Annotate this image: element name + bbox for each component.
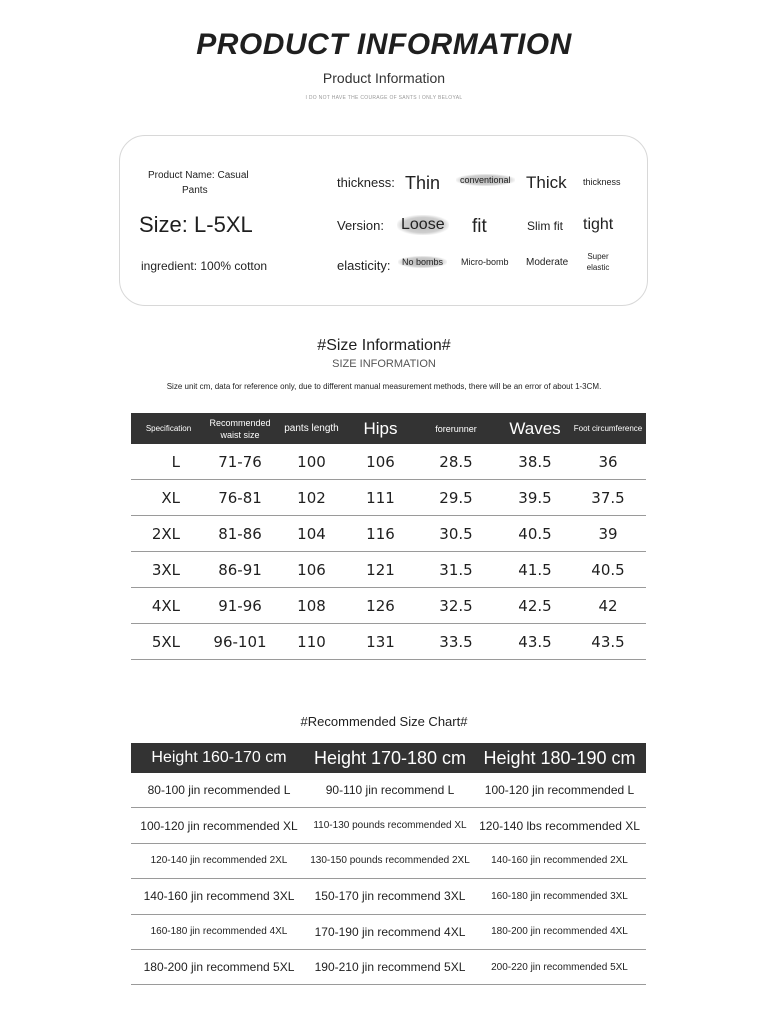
header-height-160-170: Height 160-170 cm <box>151 749 287 766</box>
size-cell-spec: 5XL <box>151 632 180 651</box>
elasticity-label: elasticity: <box>337 258 391 273</box>
page-subtitle: Product Information <box>322 70 446 86</box>
size-cell-pants-length: 100 <box>297 452 326 471</box>
size-cell-hips: 121 <box>366 560 395 579</box>
header-pants-length: pants length <box>284 422 339 434</box>
recommended-cell: 190-210 jin recommend 5XL <box>314 960 466 975</box>
size-info-title: #Size Information# <box>317 337 451 354</box>
recommended-title: #Recommended Size Chart# <box>300 714 468 729</box>
size-cell-pants-length: 108 <box>297 596 326 615</box>
elasticity-option-moderate: Moderate <box>526 257 569 268</box>
recommended-cell: 140-160 jin recommend 3XL <box>143 889 295 904</box>
recommended-cell: 170-190 jin recommend 4XL <box>314 924 466 939</box>
size-cell-foot: 43.5 <box>591 632 625 651</box>
recommended-cell: 180-200 jin recommended 4XL <box>491 926 628 938</box>
size-cell-waist: 71-76 <box>218 452 262 471</box>
size-cell-foot: 40.5 <box>591 560 625 579</box>
size-cell-foot: 42 <box>598 596 618 615</box>
page-tagline: I DO NOT HAVE THE COURAGE OF SANTS I ONLY BELOYAL <box>305 95 463 101</box>
size-cell-waist: 86-91 <box>218 560 262 579</box>
thickness-option-thick: Thick <box>526 173 567 192</box>
recommended-cell: 100-120 jin recommended XL <box>140 818 298 833</box>
product-name-line2: Pants <box>182 185 208 196</box>
recommended-table-row <box>131 915 646 950</box>
size-cell-forerunner: 31.5 <box>439 560 473 579</box>
size-cell-waist: 76-81 <box>218 488 262 507</box>
size-cell-hips: 111 <box>366 488 395 507</box>
size-cell-waves: 43.5 <box>518 632 552 651</box>
size-info-note: Size unit cm, data for reference only, due to different manual measurement methods, there will be an error of about 1-3CM. <box>166 382 602 391</box>
version-option-loose: Loose <box>397 215 449 235</box>
size-cell-pants-length: 110 <box>297 632 326 651</box>
size-cell-spec: 2XL <box>151 524 180 543</box>
recommended-cell: 160-180 jin recommended 4XL <box>150 926 288 938</box>
size-cell-pants-length: 106 <box>297 560 326 579</box>
elasticity-option-super-elastic: Super elastic <box>586 252 610 272</box>
header-waist: Recommended waist size <box>209 417 271 440</box>
size-table-header <box>131 413 646 444</box>
size-cell-waves: 38.5 <box>518 452 552 471</box>
header-hips: Hips <box>363 418 398 438</box>
size-cell-spec: 3XL <box>151 560 180 579</box>
version-label: Version: <box>337 218 384 233</box>
size-cell-forerunner: 29.5 <box>439 488 473 507</box>
header-foot: Foot circumference <box>573 423 643 433</box>
size-cell-forerunner: 30.5 <box>439 524 473 543</box>
recommended-cell: 180-200 jin recommend 5XL <box>143 960 295 975</box>
recommended-table-row <box>131 879 646 914</box>
size-table-row <box>131 444 646 480</box>
size-cell-waist: 91-96 <box>218 596 262 615</box>
recommended-table-row <box>131 844 646 879</box>
size-cell-waves: 40.5 <box>518 524 552 543</box>
recommended-table-row <box>131 808 646 843</box>
header-specification: Specification <box>145 423 192 433</box>
size-cell-spec: XL <box>161 488 180 507</box>
recommended-cell: 160-180 jin recommended 3XL <box>491 890 628 902</box>
size-table-row <box>131 516 646 552</box>
size-table-row <box>131 480 646 516</box>
recommended-table <box>131 743 646 985</box>
recommended-cell: 140-160 jin recommended 2XL <box>491 855 628 867</box>
size-cell-spec: 4XL <box>151 596 180 615</box>
header-forerunner: forerunner <box>435 423 477 434</box>
version-option-fit: fit <box>472 216 487 237</box>
size-cell-foot: 37.5 <box>591 488 625 507</box>
recommended-cell: 110-130 pounds recommended XL <box>313 820 467 832</box>
size-info-subtitle: SIZE INFORMATION <box>332 358 436 370</box>
size-cell-spec: L <box>171 452 180 471</box>
size-cell-forerunner: 33.5 <box>439 632 473 651</box>
elasticity-option-no-bombs: No bombs <box>398 256 447 268</box>
recommended-cell: 150-170 jin recommend 3XL <box>314 889 466 904</box>
size-cell-hips: 131 <box>366 632 395 651</box>
header-waves: Waves <box>509 418 561 438</box>
size-cell-forerunner: 32.5 <box>439 596 473 615</box>
recommended-cell: 100-120 jin recommended L <box>484 783 635 798</box>
recommended-cell: 80-100 jin recommended L <box>147 783 291 798</box>
thickness-option-conventional: conventional <box>456 174 515 186</box>
recommended-table-header <box>131 743 646 773</box>
thickness-label: thickness: <box>337 175 395 190</box>
header-height-170-180: Height 170-180 cm <box>313 747 467 768</box>
thickness-option-thin: Thin <box>405 173 441 193</box>
size-cell-waist: 96-101 <box>213 632 267 651</box>
header-height-180-190: Height 180-190 cm <box>483 747 636 768</box>
product-ingredient: ingredient: 100% cotton <box>141 259 268 273</box>
recommended-cell: 130-150 pounds recommended 2XL <box>310 855 470 867</box>
size-cell-forerunner: 28.5 <box>439 452 473 471</box>
version-option-tight: tight <box>583 216 614 233</box>
size-cell-waves: 39.5 <box>518 488 552 507</box>
size-cell-pants-length: 104 <box>297 524 326 543</box>
recommended-table-row <box>131 773 646 808</box>
size-table <box>131 413 646 660</box>
size-table-row <box>131 588 646 624</box>
recommended-cell: 120-140 jin recommended 2XL <box>150 855 288 867</box>
size-cell-foot: 39 <box>598 524 618 543</box>
size-cell-hips: 116 <box>366 524 395 543</box>
size-cell-hips: 106 <box>366 452 395 471</box>
product-name <box>148 168 258 198</box>
recommended-cell: 120-140 lbs recommended XL <box>479 818 640 833</box>
recommended-table-row <box>131 950 646 985</box>
size-cell-waist: 81-86 <box>218 524 262 543</box>
version-option-slim-fit: Slim fit <box>527 219 563 233</box>
product-size-range: Size: L-5XL <box>139 212 253 237</box>
size-cell-hips: 126 <box>366 596 395 615</box>
size-table-row <box>131 552 646 588</box>
elasticity-option-micro-bomb: Micro-bomb <box>461 257 509 267</box>
recommended-cell: 90-110 jin recommend L <box>325 783 455 798</box>
thickness-option-thickness: thickness <box>583 177 621 187</box>
size-cell-foot: 36 <box>598 452 618 471</box>
product-name-line1: Product Name: Casual <box>148 170 249 181</box>
recommended-cell: 200-220 jin recommended 5XL <box>491 961 628 973</box>
size-cell-waves: 41.5 <box>518 560 552 579</box>
size-table-row <box>131 624 646 660</box>
size-cell-waves: 42.5 <box>518 596 552 615</box>
size-cell-pants-length: 102 <box>297 488 326 507</box>
page-title: PRODUCT INFORMATION <box>196 28 572 61</box>
